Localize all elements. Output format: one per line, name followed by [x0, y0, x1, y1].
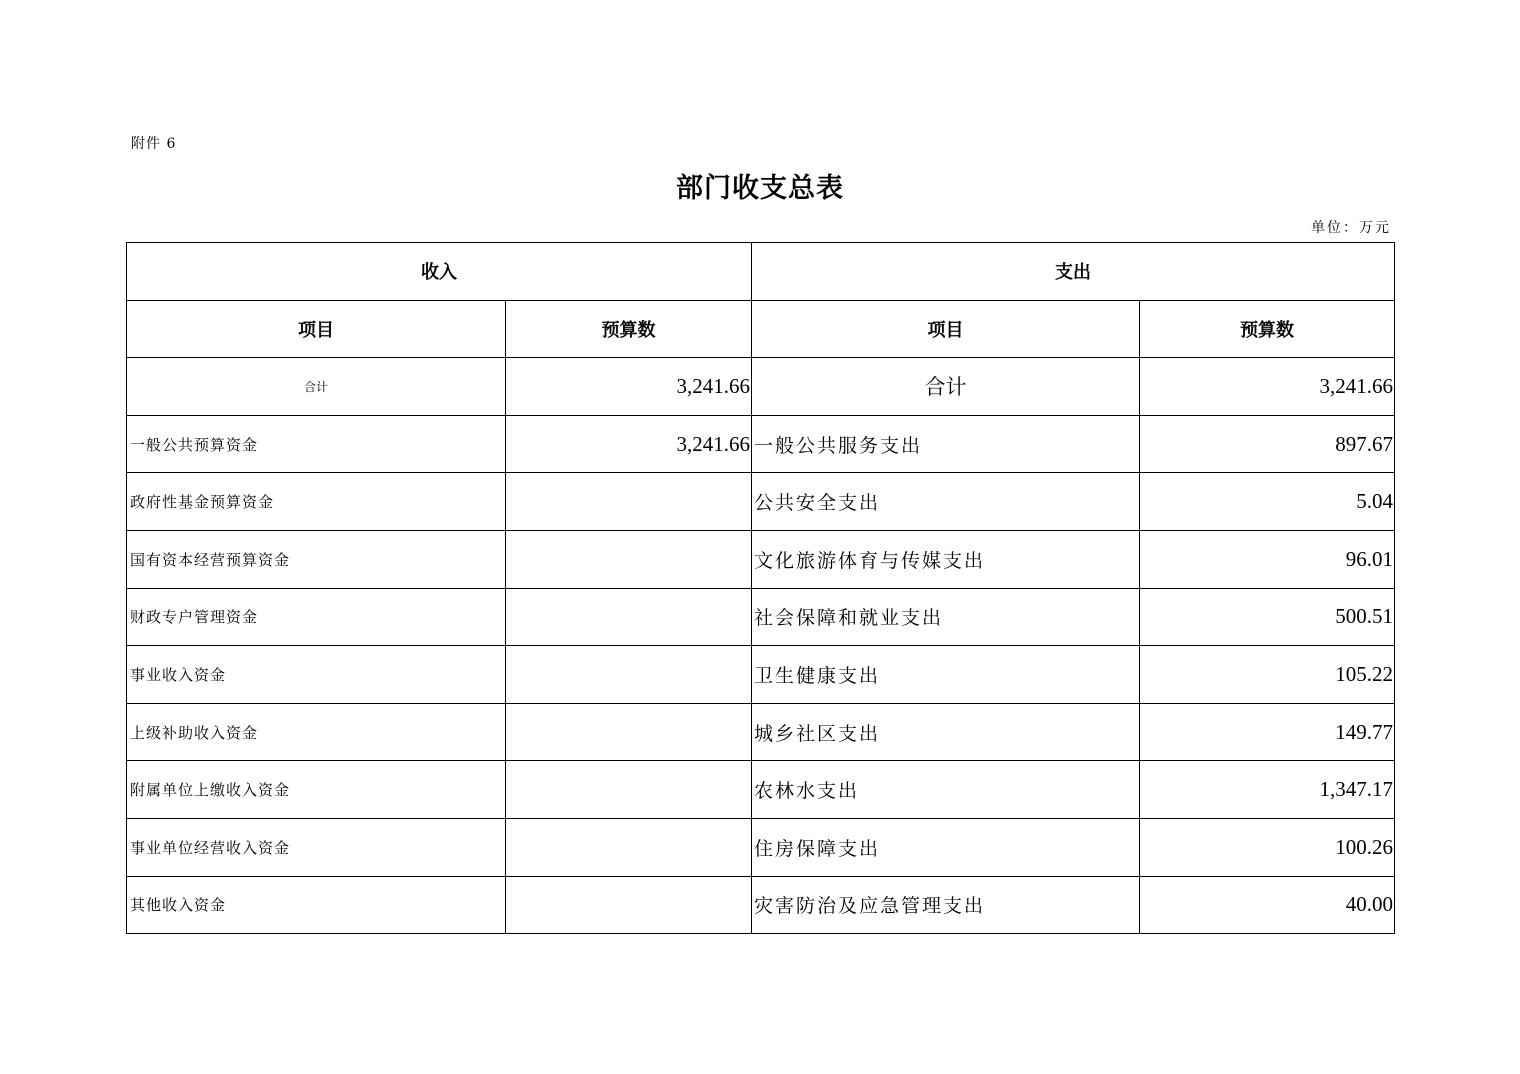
expense-item-cell: 城乡社区支出: [752, 703, 1140, 761]
income-value-cell: [506, 646, 752, 704]
income-item-cell: 国有资本经营预算资金: [127, 530, 506, 588]
table-row: [127, 588, 1395, 646]
income-item-cell: 事业收入资金: [127, 646, 506, 704]
unit-label: 单位：万元: [1311, 220, 1391, 236]
expense-value-cell: 500.51: [1140, 588, 1395, 646]
income-value-cell: [506, 818, 752, 876]
expense-item-cell: 灾害防治及应急管理支出: [752, 876, 1140, 934]
table-row: [127, 703, 1395, 761]
table-row: [127, 646, 1395, 704]
attachment-label: 附件 6: [131, 136, 177, 152]
income-value-cell: 3,241.66: [506, 415, 752, 473]
expense-value-cell: 96.01: [1140, 530, 1395, 588]
income-section-header: 收入: [127, 243, 752, 301]
table-row: [127, 473, 1395, 531]
total-row: [127, 358, 1395, 416]
income-value-cell: [506, 473, 752, 531]
expense-value-cell: 149.77: [1140, 703, 1395, 761]
income-item-cell: 政府性基金预算资金: [127, 473, 506, 531]
expense-item-cell: 农林水支出: [752, 761, 1140, 819]
income-value-cell: [506, 703, 752, 761]
expense-item-cell: 文化旅游体育与传媒支出: [752, 530, 1140, 588]
budget-table: [126, 242, 1395, 934]
income-item-cell: 附属单位上缴收入资金: [127, 761, 506, 819]
income-item-cell: 上级补助收入资金: [127, 703, 506, 761]
expense-total-label: 合计: [752, 358, 1140, 416]
expense-value-cell: 1,347.17: [1140, 761, 1395, 819]
expense-item-cell: 一般公共服务支出: [752, 415, 1140, 473]
column-header-row: [127, 300, 1395, 358]
income-value-cell: [506, 588, 752, 646]
expense-value-cell: 40.00: [1140, 876, 1395, 934]
income-value-cell: [506, 876, 752, 934]
expense-item-cell: 公共安全支出: [752, 473, 1140, 531]
table-row: [127, 761, 1395, 819]
page-title: 部门收支总表: [676, 173, 844, 204]
table-row: [127, 876, 1395, 934]
expense-total-value: 3,241.66: [1140, 358, 1395, 416]
expense-value-cell: 105.22: [1140, 646, 1395, 704]
expense-item-cell: 住房保障支出: [752, 818, 1140, 876]
expense-value-cell: 897.67: [1140, 415, 1395, 473]
income-total-value: 3,241.66: [506, 358, 752, 416]
expense-section-header: 支出: [752, 243, 1395, 301]
income-total-label: 合计: [127, 358, 506, 416]
table-row: [127, 530, 1395, 588]
income-value-cell: [506, 530, 752, 588]
income-item-header: 项目: [127, 300, 506, 358]
income-item-cell: 其他收入资金: [127, 876, 506, 934]
table-row: [127, 415, 1395, 473]
expense-budget-header: 预算数: [1140, 300, 1395, 358]
income-item-cell: 财政专户管理资金: [127, 588, 506, 646]
expense-value-cell: 100.26: [1140, 818, 1395, 876]
expense-value-cell: 5.04: [1140, 473, 1395, 531]
income-item-cell: 一般公共预算资金: [127, 415, 506, 473]
section-header-row: [127, 243, 1395, 301]
expense-item-cell: 卫生健康支出: [752, 646, 1140, 704]
table-row: [127, 818, 1395, 876]
income-value-cell: [506, 761, 752, 819]
expense-item-header: 项目: [752, 300, 1140, 358]
income-item-cell: 事业单位经营收入资金: [127, 818, 506, 876]
expense-item-cell: 社会保障和就业支出: [752, 588, 1140, 646]
income-budget-header: 预算数: [506, 300, 752, 358]
